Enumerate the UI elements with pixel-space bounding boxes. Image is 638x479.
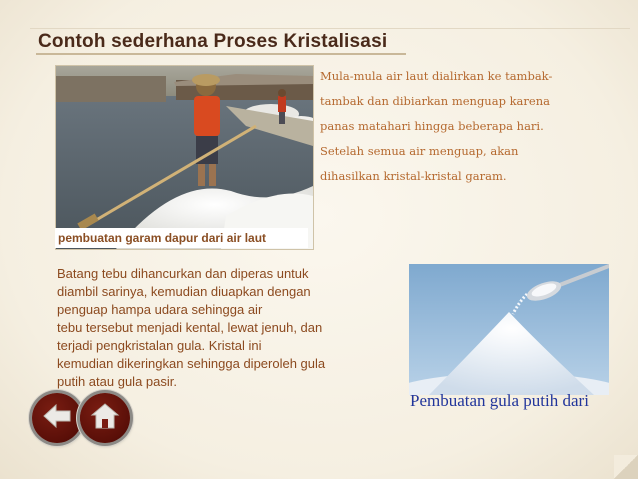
sugar-description-line: diambil sarinya, kemudian diuapkan dengan: [57, 284, 311, 299]
sugar-description-line: terjadi pengkristalan gula. Kristal ini: [57, 338, 262, 353]
slide-title: Contoh sederhana Proses Kristalisasi: [38, 31, 388, 52]
sugar-pile-photo: [409, 264, 609, 395]
home-button[interactable]: [80, 393, 130, 443]
sugar-description-line: tebu tersebut menjadi kental, lewat jenuh, dan: [57, 320, 323, 335]
sugar-description: [57, 265, 397, 391]
top-rule: [30, 28, 630, 29]
sugar-photo-caption: Pembuatan gula putih dari: [410, 391, 589, 410]
salt-description-line: tambak dan dibiarkan menguap karena: [320, 94, 550, 108]
arrow-left-icon: [42, 403, 72, 434]
salt-description-line: Setelah semua air menguap, akan: [320, 144, 519, 158]
salt-description: [320, 64, 610, 189]
salt-description-line: Mula-mula air laut dialirkan ke tambak-: [320, 69, 553, 83]
salt-harvest-photo: [55, 65, 314, 250]
salt-description-line: panas matahari hingga beberapa hari.: [320, 119, 544, 133]
home-icon: [90, 402, 120, 435]
salt-photo-caption: pembuatan garam dapur dari air laut: [55, 228, 308, 248]
title-underline: [36, 53, 406, 55]
sugar-description-line: Batang tebu dihancurkan dan diperas untuk: [57, 266, 309, 281]
salt-description-line: dihasilkan kristal-kristal garam.: [320, 169, 507, 183]
page-corner-fold: [614, 455, 638, 479]
sugar-description-line: penguap hampa udara sehingga air: [57, 302, 263, 317]
sugar-description-line: kemudian dikeringkan sehingga diperoleh gula: [57, 356, 326, 371]
back-button[interactable]: [32, 393, 82, 443]
sugar-description-line: putih atau gula pasir.: [57, 374, 177, 389]
